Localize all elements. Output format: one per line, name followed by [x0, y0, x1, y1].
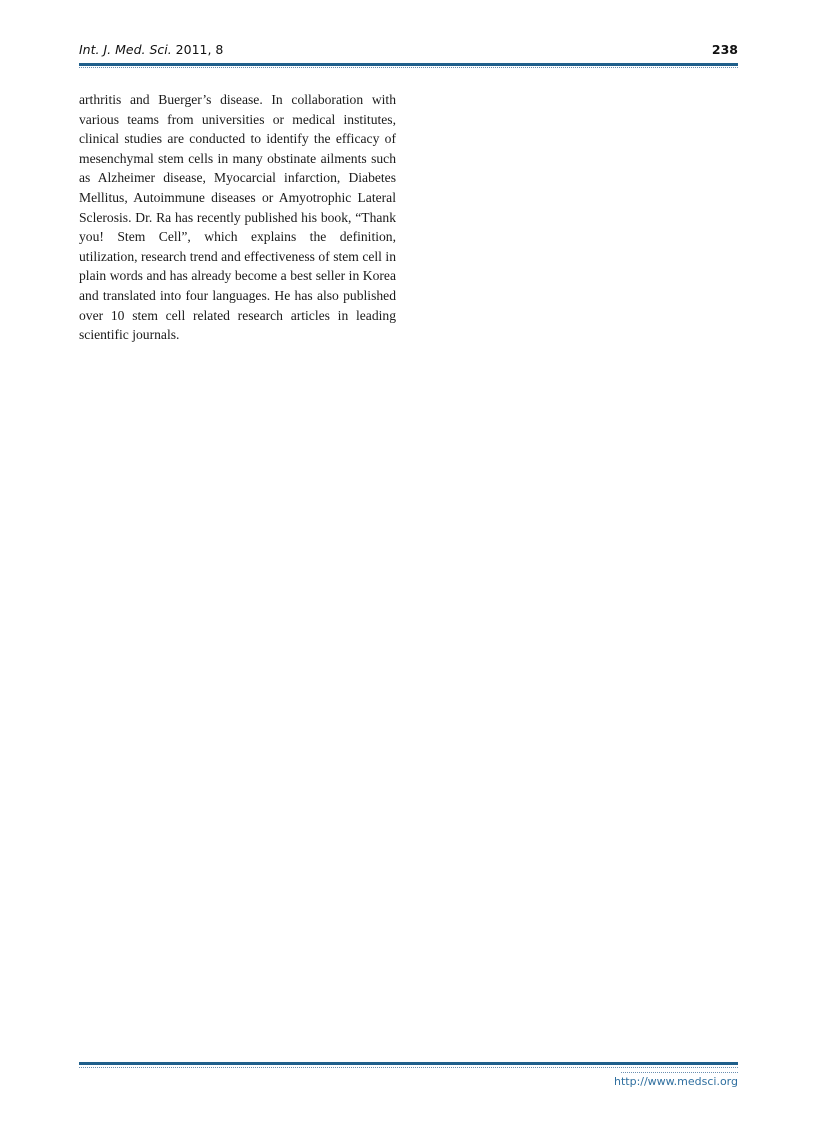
header-rule: [79, 63, 738, 66]
running-header: [79, 40, 738, 60]
journal-name: Int. J. Med. Sci.: [79, 42, 172, 57]
header-dotted-rule: [79, 67, 738, 68]
footer-url-dotted-rule: [621, 1072, 738, 1073]
journal-citation: [79, 42, 223, 57]
page-number: 238: [711, 42, 738, 57]
footer-url-link[interactable]: http://www.medsci.org: [613, 1075, 738, 1088]
body-paragraph: arthritis and Buerger’s disease. In collaboration with various teams from universities or medical institutes, clinical studies are conducted to identify the efficacy of mesenchymal stem cells in many obstinate ailments such as Alzheimer disease, Myocarcial infarction, Diabetes Mellitus, Autoimmune diseases or Amyotrophic Lateral Sclerosis. Dr. Ra has recently published his book, “Thank you! Stem Cell”, which explains the definition, utilization, research trend and effectiveness of stem cell in plain words and has already become a best seller in Korea and translated into four languages. He has also published over 10 stem cell related research articles in leading scientific journals.: [79, 92, 396, 343]
journal-year-volume: 2011, 8: [171, 42, 224, 57]
footer-dotted-rule: [79, 1067, 738, 1068]
footer-rule: [79, 1062, 738, 1065]
